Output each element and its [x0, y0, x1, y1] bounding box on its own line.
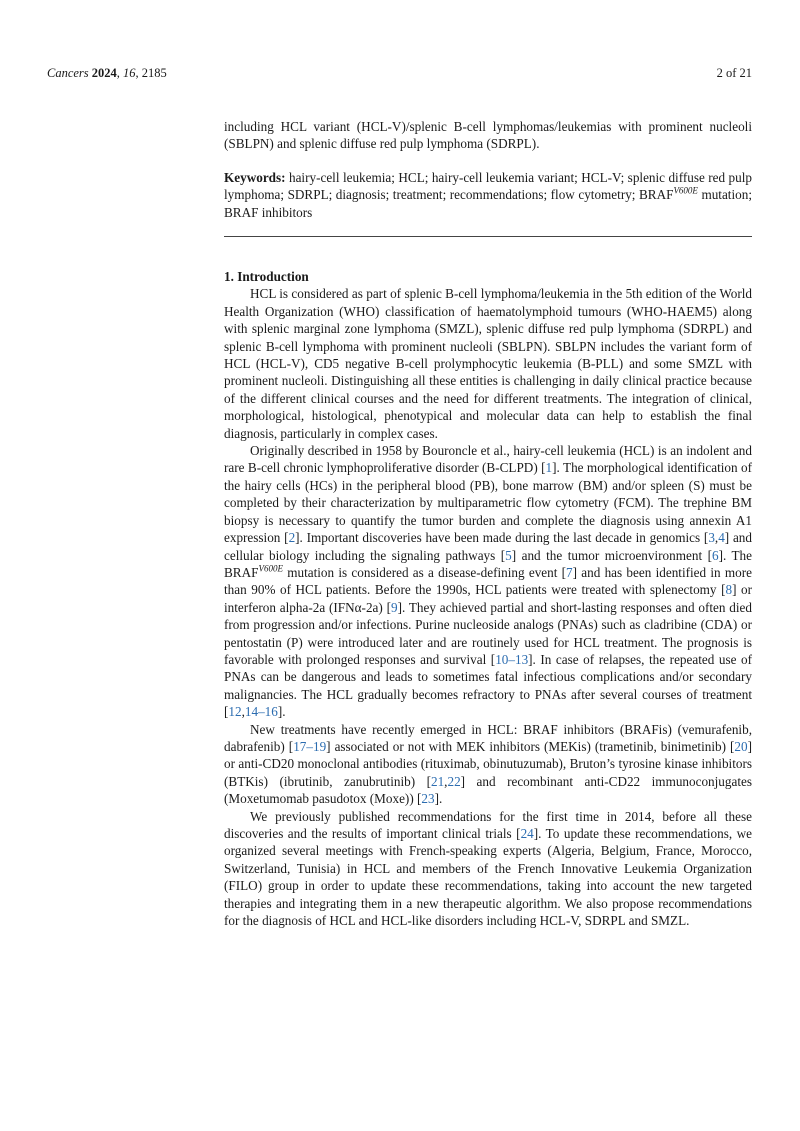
running-header-citation: Cancers 2024, 16, 2185 [47, 66, 167, 80]
section-divider [224, 236, 752, 237]
keywords-text: hairy-cell leukemia; HCL; hairy-cell leukemia variant; HCL-V; splenic diffuse red pulp lymphoma; SDRPL; diagnosis; treatment; recommendations; flow cytometry; BRAF [224, 170, 752, 203]
citation-link[interactable]: 17–19 [293, 738, 327, 754]
citation-link[interactable]: 5 [505, 547, 512, 563]
article-number: 2185 [141, 66, 167, 80]
citation-link[interactable]: 7 [566, 564, 573, 580]
citation-link[interactable]: 6 [711, 547, 719, 563]
citation-link[interactable]: 24 [520, 826, 534, 841]
intro-paragraph-2: Originally described in 1958 by Bouroncle et al., hairy-cell leukemia (HCL) is an indolent and rare B-cell chronic lymphoproliferative disorder (B-CLPD) [1]. The morphological identification of the hairy cells (HCs) in the peripheral blood (PB), bone marrow (BM) and/or spleen (S) must be completed by their characterization by multiparametric flow cytometry (FCM). The trephine BM biopsy is necessary to quantify the tumor burden and complete the diagnosis using annexin A1 expression [2]. Important discoveries have been made during the last decade in genomics [3,4] and cellular biology including the signaling pathways [5] and the tumor microenvironment [6]. The $BRAF^{V600E}$ mutation is considered as a disease-defining event [7] and has been identified in more than 90% of HCL patients. Before the 1990s, HCL patients were treated with splenectomy [8] or interferon alpha-2a (IFNα-2a) [9]. They achieved partial and short-lasting responses and often died from progression and/or infections. Purine nucleoside analogs (PNAs) such as cladribine (CDA) or pentostatin (P) were introduced later and are routinely used for HCL treatment. The prognosis is favorable with prolonged responses and survival [10–13]. In case of relapses, the repeated use of PNAs can be dangerous and leads to sometimes fatal infectious complications and/or secondary malignancies. The HCL gradually becomes refractory to PNAs after several courses of treatment [12,14–16]. [224, 443, 752, 720]
citation-link[interactable]: 20 [734, 738, 748, 754]
citation-link[interactable]: 3 [708, 530, 715, 546]
abstract-text: including HCL variant (HCL-V)/splenic B-cell lymphomas/leukemias with prominent nucleoli (SBLPN) and splenic diffuse red pulp lymphoma (SDRPL). [224, 119, 752, 152]
citation-link[interactable]: 10–13 [495, 651, 529, 667]
abstract-tail [224, 118, 752, 153]
intro-paragraph-1: HCL is considered as part of splenic B-cell lymphoma/leukemia in the 5th edition of the World Health Organization (WHO) classification of haematolymphoid tumours (WHO-HAEM5) along with splenic marginal zone lymphoma (SMZL), splenic diffuse red pulp lymphoma (SDRPL) and splenic B-cell lymphoma with prominent nucleoli (SBLPN). SBLPN includes the variant form of HCL (HCL-V), CD5 negative B-cell prolymphocytic leukemia (B-PLL) and some SMZL with prominent nucleoli. Distinguishing all these entities is challenging in daily clinical practice because of the different clinical courses and the need for different treatments. The integration of clinical, morphological, histological, phenotypical and molecular data can help to establish the final diagnosis, particularly in complex cases. [224, 286, 752, 441]
citation-link[interactable]: 8 [725, 582, 733, 598]
introduction-section [224, 268, 752, 929]
citation-link[interactable]: 4 [718, 530, 725, 546]
citation-link[interactable]: 14–16 [244, 704, 278, 720]
journal-name: Cancers [47, 66, 89, 80]
citation-link[interactable]: 22 [447, 773, 461, 789]
citation-link[interactable]: 2 [288, 530, 296, 546]
section-title: 1. Introduction [224, 269, 309, 284]
keywords-superscript: V600E [673, 186, 698, 197]
intro-paragraph-3: New treatments have recently emerged in HCL: BRAF inhibitors (BRAFis) (vemurafenib, dabrafenib) [17–19] associated or not with MEK inhibitors (MEKis) (trametinib, binimetinib) [20] or anti-CD20 monoclonal antibodies (rituximab, obinutuzumab), Bruton’s tyrosine kinase inhibitors (BTKis) (ibrutinib, zanubrutinib) [21,22] and recombinant anti-CD22 immunoconjugates (Moxetumomab pasudotox (Moxe)) [23]. [224, 721, 753, 807]
keywords-label: Keywords: [224, 170, 286, 185]
keywords-text-end: mutation; BRAF inhibitors [224, 187, 752, 220]
journal-volume: 16 [123, 66, 136, 80]
keywords-block [224, 169, 752, 221]
citation-link[interactable]: 21 [430, 773, 445, 789]
citation-link[interactable]: 23 [421, 791, 435, 807]
journal-year: 2024 [91, 66, 117, 80]
citation-link[interactable]: 12 [228, 704, 242, 720]
page-number: 2 of 21 [716, 66, 752, 80]
citation-link[interactable]: 9 [390, 599, 398, 615]
citation-link[interactable]: 1 [545, 460, 553, 476]
intro-paragraph-4: We previously published recommendations for the first time in 2014, before all these discoveries and the results of important clinical trials [24]. To update these recommendations, we organized several meetings with French-speaking experts (Algeria, Belgium, France, Morocco, Switzerland, Tunisia) in HCL and members of the French Innovative Leukemia Organization (FILO) group in order to update these recommendations, taking into account the new targeted therapies and integrating them in a new therapeutic algorithm. We also propose recommendations for the diagnosis of HCL and HCL-like disorders including HCL-V, SDRPL and SMZL. [224, 808, 752, 929]
mutation-superscript: V600E [258, 563, 283, 574]
